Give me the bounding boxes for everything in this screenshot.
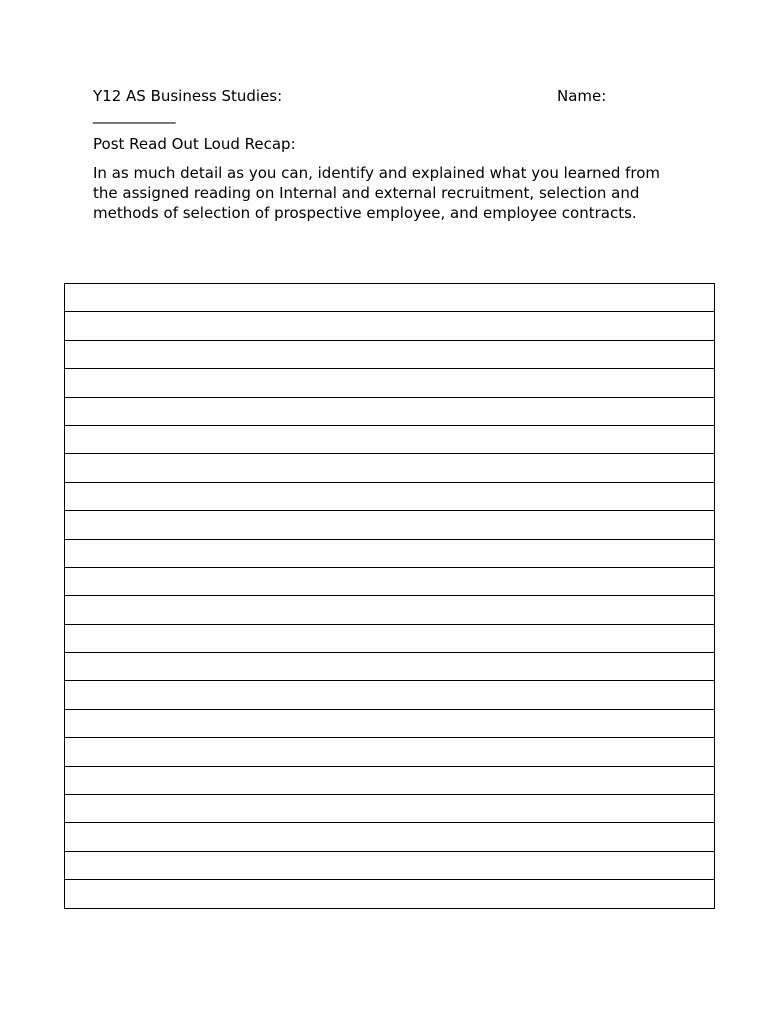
answer-line-cell[interactable] [65, 340, 715, 368]
answer-line-cell[interactable] [65, 766, 715, 794]
answer-line-row [65, 340, 715, 368]
answer-line-row [65, 539, 715, 567]
answer-line-row [65, 709, 715, 737]
answer-line-cell[interactable] [65, 284, 715, 312]
answer-lines-body [65, 284, 715, 909]
name-blank-line[interactable]: ___________ [93, 106, 176, 124]
answer-line-cell[interactable] [65, 653, 715, 681]
answer-line-row [65, 681, 715, 709]
answer-line-cell[interactable] [65, 312, 715, 340]
answer-line-cell[interactable] [65, 851, 715, 879]
instructions-paragraph: In as much detail as you can, identify and explained what you learned from the assigned reading on Internal and external recruitment, selection and methods of selection of prospective employee, and employee contracts. [93, 164, 661, 222]
answer-line-cell[interactable] [65, 511, 715, 539]
answer-line-cell[interactable] [65, 880, 715, 908]
answer-line-row [65, 482, 715, 510]
answer-line-row [65, 851, 715, 879]
answer-lines-table [64, 283, 715, 909]
answer-line-row [65, 880, 715, 908]
answer-line-cell[interactable] [65, 681, 715, 709]
answer-line-cell[interactable] [65, 823, 715, 851]
answer-line-row [65, 567, 715, 595]
recap-heading: Post Read Out Loud Recap: [93, 135, 296, 153]
answer-line-cell[interactable] [65, 425, 715, 453]
answer-line-row [65, 823, 715, 851]
answer-line-row [65, 596, 715, 624]
answer-line-cell[interactable] [65, 738, 715, 766]
course-title: Y12 AS Business Studies: [93, 87, 283, 105]
answer-line-cell[interactable] [65, 397, 715, 425]
answer-line-row [65, 795, 715, 823]
answer-line-row [65, 738, 715, 766]
answer-line-row [65, 284, 715, 312]
answer-line-row [65, 454, 715, 482]
answer-line-row [65, 312, 715, 340]
answer-line-cell[interactable] [65, 795, 715, 823]
answer-line-row [65, 653, 715, 681]
answer-line-cell[interactable] [65, 454, 715, 482]
answer-line-cell[interactable] [65, 624, 715, 652]
answer-line-cell[interactable] [65, 596, 715, 624]
name-label: Name: [557, 87, 607, 105]
answer-line-row [65, 425, 715, 453]
answer-line-cell[interactable] [65, 482, 715, 510]
answer-line-row [65, 511, 715, 539]
answer-line-cell[interactable] [65, 369, 715, 397]
answer-line-cell[interactable] [65, 709, 715, 737]
answer-line-row [65, 766, 715, 794]
answer-line-cell[interactable] [65, 539, 715, 567]
answer-line-cell[interactable] [65, 567, 715, 595]
answer-line-row [65, 624, 715, 652]
answer-line-row [65, 397, 715, 425]
answer-line-row [65, 369, 715, 397]
